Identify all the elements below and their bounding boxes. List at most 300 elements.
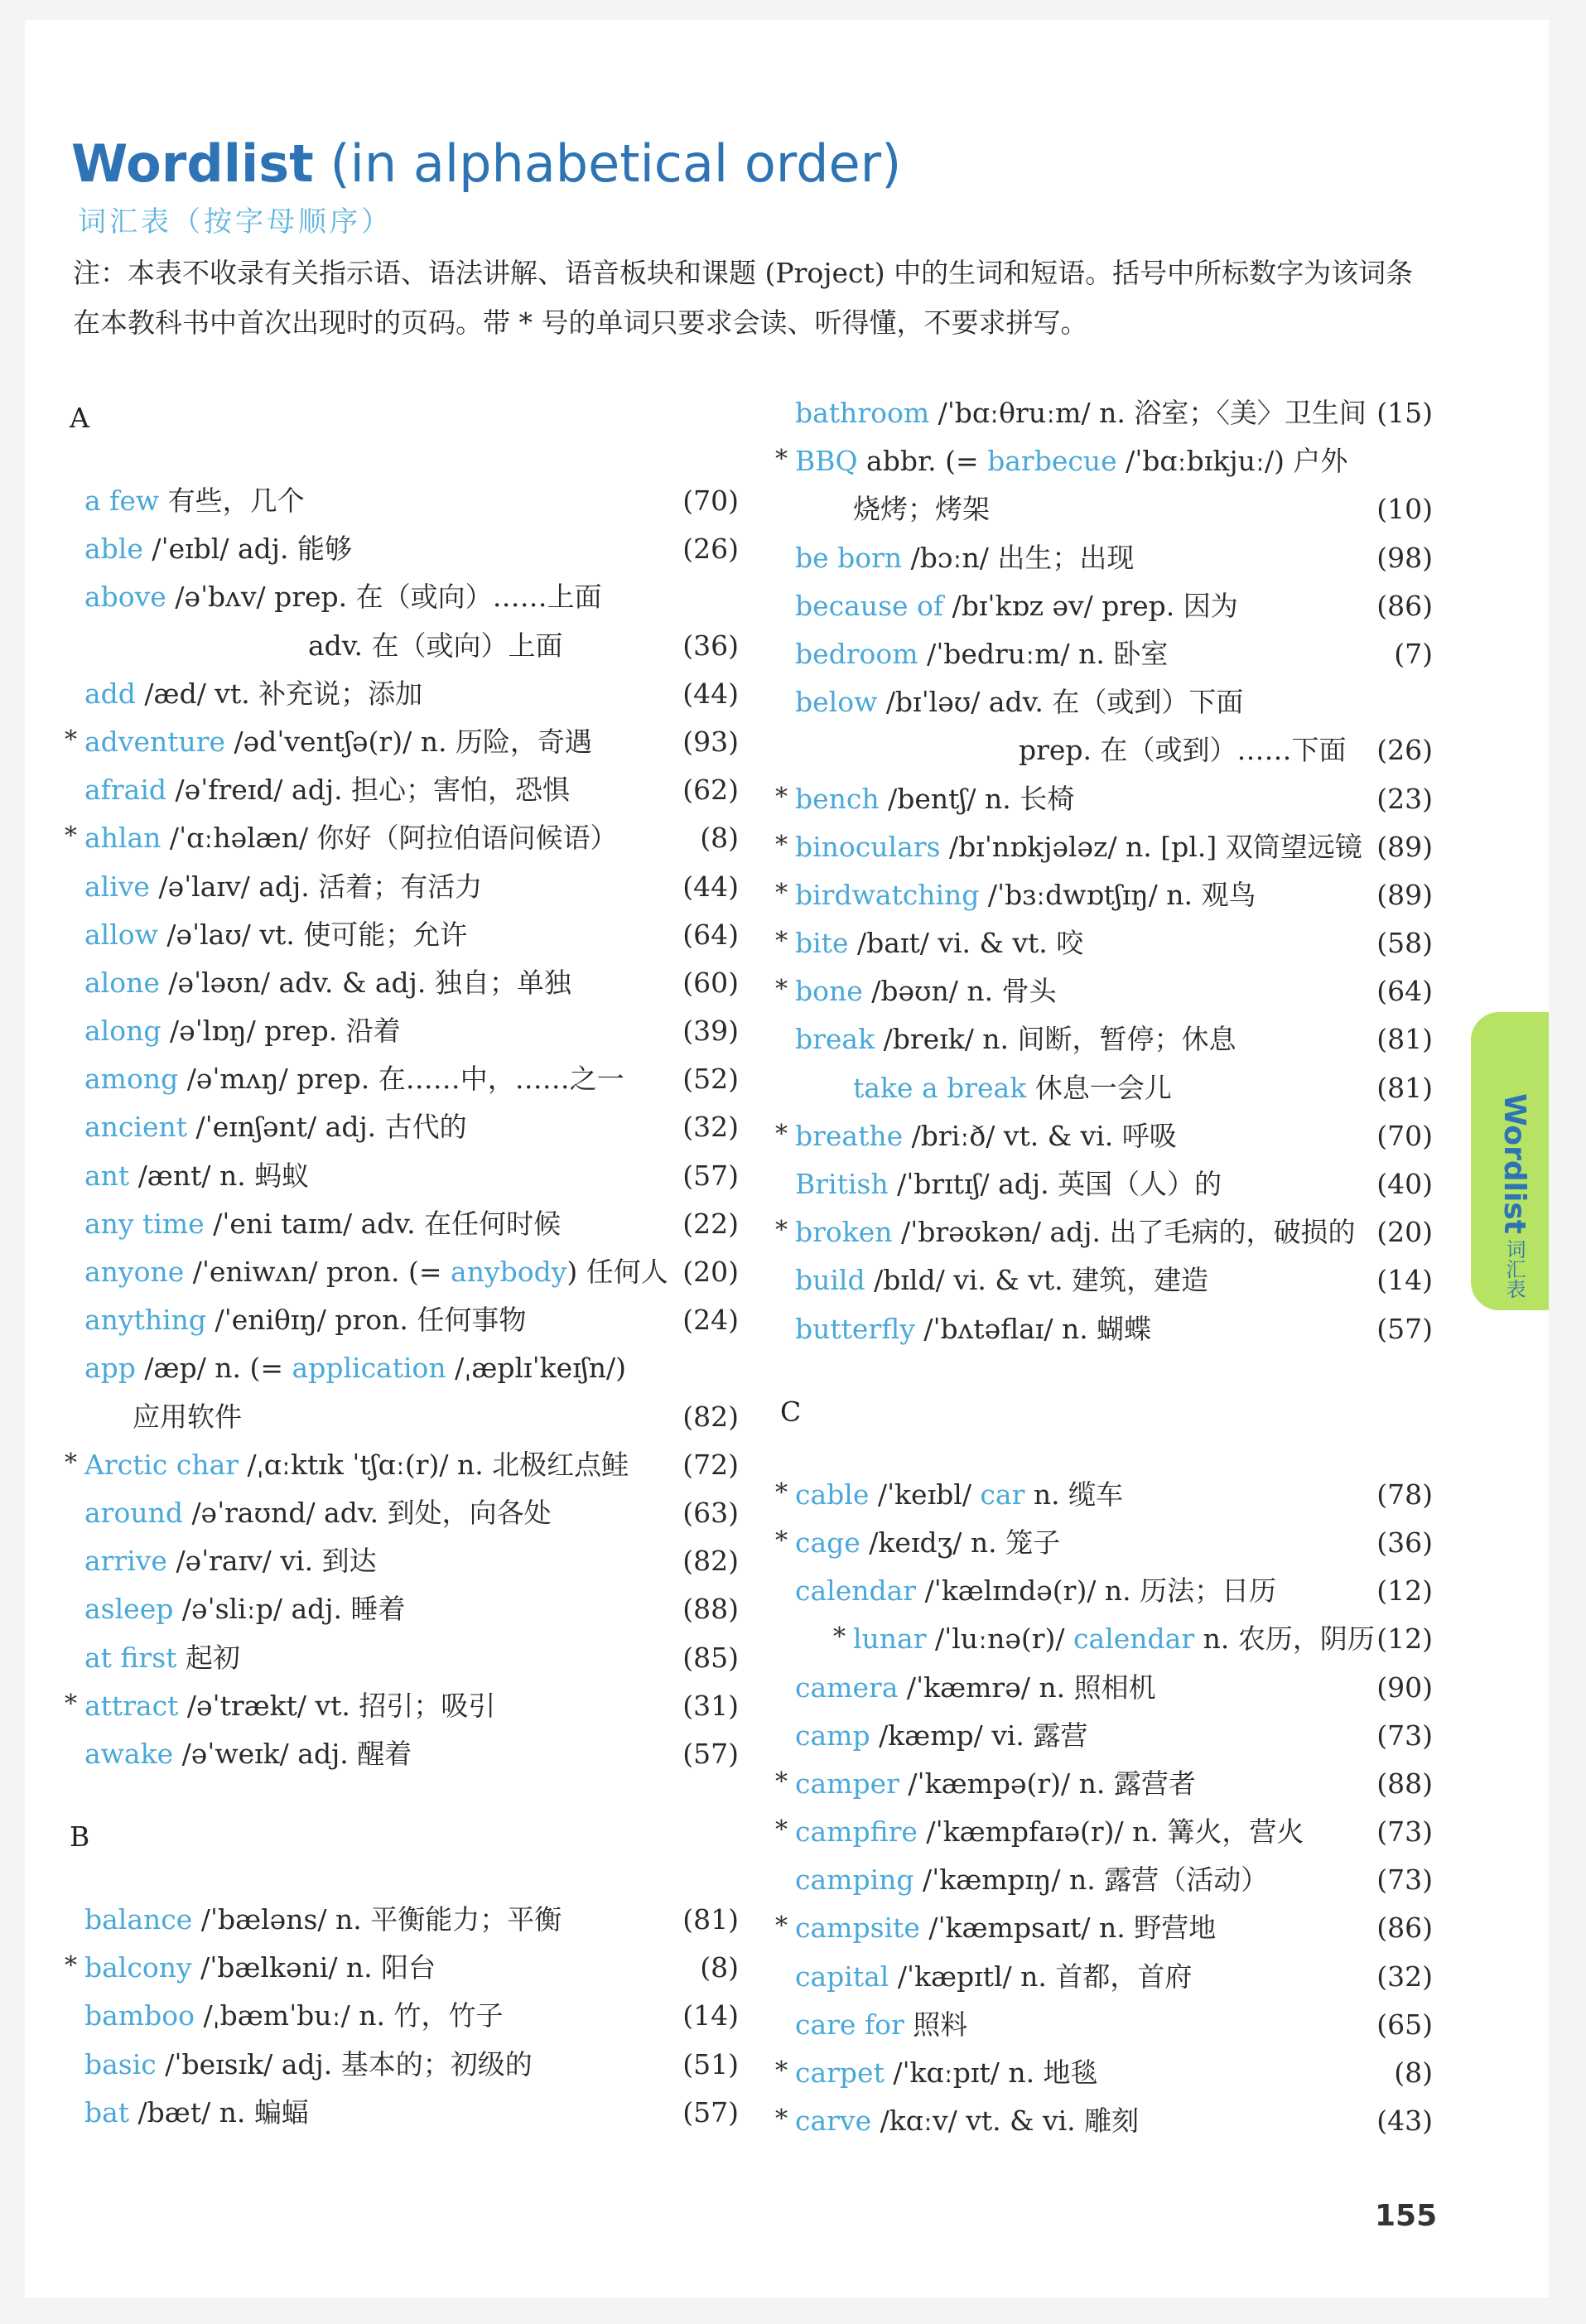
headword: alive — [84, 870, 150, 903]
entry-text — [853, 1064, 1172, 1112]
page-ref: (12) — [1376, 1622, 1433, 1656]
wordlist-entry — [770, 775, 1433, 823]
star-mark: * — [775, 927, 788, 957]
entry-text — [84, 2041, 533, 2089]
entry-text — [795, 1208, 1356, 1256]
headword: campfire — [795, 1815, 918, 1849]
definition: /əˈweɪk/ adj. 醒着 — [173, 1737, 412, 1770]
headword: below — [795, 686, 878, 719]
star-mark: * — [65, 1689, 77, 1719]
entry-text — [795, 919, 1083, 967]
entry-text — [84, 1585, 405, 1633]
page-ref: (64) — [1376, 975, 1433, 1008]
headword: birdwatching — [795, 878, 980, 911]
definition: /bɔːn/ 出生；出现 — [902, 541, 1135, 574]
wordlist-entry — [770, 1567, 1433, 1615]
entry-text — [795, 823, 1362, 871]
page-ref: (82) — [682, 1400, 739, 1433]
entry-text — [795, 1567, 1276, 1615]
definition: /ˈbʌtəflaɪ/ n. 蝴蝶 — [914, 1312, 1152, 1345]
page-ref: (22) — [682, 1207, 739, 1240]
star-mark: * — [775, 1767, 788, 1796]
wordlist-entry — [770, 919, 1433, 967]
side-tab-label-cn: 词汇表 — [1502, 1239, 1526, 1299]
wordlist-entry — [770, 437, 1433, 485]
headword: carpet — [795, 2056, 885, 2089]
headword: break — [795, 1023, 875, 1056]
entry-text — [795, 437, 1347, 485]
definition: /əˈləʊn/ adv. & adj. 独自；单独 — [159, 966, 571, 999]
definition: /ˈkæmpfaɪə(r)/ n. 篝火，营火 — [917, 1815, 1304, 1849]
star-mark: * — [775, 1526, 788, 1555]
page-ref: (70) — [1376, 1119, 1433, 1152]
headword: bone — [795, 975, 863, 1008]
star-mark: * — [833, 1622, 846, 1652]
wordlist-entry — [60, 1103, 739, 1151]
definition: /kæmp/ vi. 露营 — [870, 1719, 1088, 1752]
star-mark: * — [775, 2105, 788, 2134]
headword: along — [84, 1015, 161, 1048]
wordlist-entry — [60, 622, 739, 670]
wordlist-entry — [770, 1256, 1433, 1304]
star-mark: * — [775, 1216, 788, 1246]
definition: /ˈbɜːdwɒtʃɪŋ/ n. 观鸟 — [979, 878, 1256, 911]
definition: 休息一会儿 — [1026, 1071, 1172, 1104]
definition: /ˈeniwʌn/ pron. (= — [184, 1256, 451, 1288]
headword: camp — [795, 1719, 870, 1752]
entry-text — [84, 1007, 401, 1055]
page-ref: (7) — [1394, 637, 1433, 670]
headword: British — [795, 1168, 889, 1200]
headword: arrive — [84, 1545, 167, 1578]
page-ref: (89) — [1376, 830, 1433, 863]
page-ref: (57) — [682, 2095, 739, 2129]
entry-text — [84, 718, 592, 766]
page-subtitle: 词汇表（按字母顺序） — [78, 205, 393, 239]
definition: /əˈsliːp/ adj. 睡着 — [173, 1593, 406, 1626]
page-ref: (98) — [1376, 541, 1433, 574]
wordlist-entry — [60, 863, 739, 911]
entry-text — [84, 1896, 562, 1944]
entry-text — [84, 1944, 436, 1992]
headword: carve — [795, 2105, 872, 2138]
wordlist-entry — [770, 1760, 1433, 1808]
entry-text — [795, 1808, 1304, 1856]
headword: basic — [84, 2047, 157, 2081]
wordlist-entry — [770, 2049, 1433, 2097]
wordlist-entry — [60, 1992, 739, 2040]
entry-text — [84, 863, 482, 911]
wordlist-entry — [770, 1615, 1433, 1663]
entry-text — [795, 1256, 1208, 1304]
page-ref: (24) — [682, 1304, 739, 1337]
star-mark: * — [775, 445, 788, 475]
page-ref: (58) — [1376, 927, 1433, 960]
definition: 照料 — [904, 2008, 968, 2041]
definition: /ˈbɑːθruːm/ n. 浴室；〈美〉卫生间 — [929, 397, 1367, 429]
definition: /ˈbedruːm/ n. 卧室 — [918, 637, 1169, 670]
page-ref: (20) — [1376, 1216, 1433, 1249]
headword: around — [84, 1496, 183, 1529]
wordlist-entry — [60, 477, 739, 525]
headword: afraid — [84, 774, 167, 807]
section-letter: C — [780, 1395, 802, 1428]
definition: /æp/ n. (= — [135, 1352, 292, 1385]
entry-text — [795, 1953, 1192, 2001]
definition: 起初 — [176, 1641, 240, 1674]
headword-variant: car — [980, 1478, 1025, 1511]
headword: butterfly — [795, 1312, 915, 1345]
entry-text — [84, 2089, 309, 2137]
page-ref: (12) — [1376, 1574, 1433, 1608]
headword: bathroom — [795, 397, 930, 429]
headword: campsite — [795, 1912, 920, 1945]
definition: /ˈeniθɪŋ/ pron. 任何事物 — [206, 1304, 527, 1337]
wordlist-entry — [60, 1634, 739, 1682]
headword: cage — [795, 1526, 860, 1559]
definition: /bɪˈləʊ/ adv. 在（或到）下面 — [877, 686, 1244, 719]
headword: lunar — [853, 1622, 927, 1656]
wordlist-entry — [770, 1856, 1433, 1904]
headword: balance — [84, 1903, 193, 1936]
definition: /əˈbʌv/ prep. 在（或向）……上面 — [166, 581, 602, 614]
definition: /bɪld/ vi. & vt. 建筑，建造 — [865, 1264, 1209, 1297]
definition: /ˌɑːktɪk ˈtʃɑː(r)/ n. 北极红点鲑 — [239, 1448, 629, 1481]
page-ref: (32) — [682, 1111, 739, 1144]
entry-text — [1019, 726, 1347, 774]
wordlist-entry — [770, 1712, 1433, 1760]
headword-variant: barbecue — [987, 445, 1117, 478]
page-ref: (10) — [1376, 493, 1433, 526]
wordlist-entry — [60, 1393, 739, 1441]
page-ref: (43) — [1376, 2105, 1433, 2138]
wordlist-entry — [770, 389, 1433, 437]
headword: attract — [84, 1689, 179, 1722]
entry-text — [795, 2049, 1098, 2097]
headword: breathe — [795, 1119, 904, 1152]
wordlist-entry — [770, 2001, 1433, 2049]
entry-text — [84, 814, 618, 862]
wordlist-entry — [60, 1730, 739, 1778]
entry-text — [853, 485, 990, 533]
wordlist-entry — [60, 525, 739, 573]
entry-text — [795, 389, 1367, 437]
entry-text — [84, 1682, 495, 1730]
wordlist-entry — [60, 959, 739, 1007]
headword-variant: application — [292, 1352, 446, 1385]
star-mark: * — [775, 830, 788, 860]
headword: binoculars — [795, 830, 941, 863]
headword: above — [84, 581, 166, 614]
definition: /bæt/ n. 蝙蝠 — [129, 2095, 309, 2129]
wordlist-entry — [60, 1896, 739, 1944]
wordlist-entry — [60, 1152, 739, 1200]
wordlist-entry — [60, 718, 739, 766]
wordlist-entry — [770, 1808, 1433, 1856]
section-gap — [770, 1353, 1433, 1383]
page-ref: (65) — [1376, 2008, 1433, 2041]
headword: broken — [795, 1216, 893, 1249]
wordlist-entry — [60, 1007, 739, 1055]
wordlist-entry — [60, 1200, 739, 1248]
headword: ancient — [84, 1111, 188, 1144]
wordlist-entry — [770, 1953, 1433, 2001]
wordlist-entry — [770, 534, 1433, 582]
definition: /baɪt/ vi. & vt. 咬 — [848, 927, 1084, 960]
page-ref: (57) — [682, 1159, 739, 1192]
entry-text — [84, 1103, 467, 1151]
headword: ant — [84, 1159, 130, 1192]
definition: /ˈluːnə(r)/ — [926, 1622, 1074, 1656]
headword: ahlan — [84, 822, 161, 855]
headword: anything — [84, 1304, 207, 1337]
definition: /kɑːv/ vt. & vi. 雕刻 — [871, 2105, 1140, 2138]
page-ref: (82) — [682, 1545, 739, 1578]
section-gap — [770, 1441, 1433, 1471]
wordlist-entry — [770, 630, 1433, 678]
page-ref: (31) — [682, 1689, 739, 1722]
definition: /ˈbæləns/ n. 平衡能力；平衡 — [192, 1903, 562, 1936]
definition: /əˈlaʊ/ vt. 使可能；允许 — [157, 918, 468, 951]
headword: camping — [795, 1864, 914, 1897]
definition: /bɪˈkɒz əv/ prep. 因为 — [943, 589, 1238, 622]
headword: be born — [795, 541, 903, 574]
entry-text — [84, 1537, 377, 1585]
definition: /ˈɑːhəlæn/ 你好（阿拉伯语问候语） — [161, 822, 618, 855]
page-ref: (39) — [682, 1015, 739, 1048]
headword: balcony — [84, 1951, 192, 1984]
star-mark: * — [775, 2056, 788, 2085]
wordlist-entry — [60, 1055, 739, 1103]
entry-text — [795, 678, 1243, 726]
headword: anyone — [84, 1256, 185, 1288]
star-mark: * — [775, 1478, 788, 1507]
headword: app — [84, 1352, 136, 1385]
page-ref: (62) — [682, 774, 739, 807]
entry-text — [795, 1904, 1216, 1952]
title-sub: (in alphabetical order) — [313, 133, 902, 194]
wordlist-entry — [60, 1537, 739, 1585]
entry-text — [308, 622, 563, 670]
page-ref: (73) — [1376, 1864, 1433, 1897]
definition: /ˈeɪnʃənt/ adj. 古代的 — [187, 1111, 467, 1144]
page-ref: (72) — [682, 1448, 739, 1481]
definition: /əˈlaɪv/ adj. 活着；有活力 — [149, 870, 483, 903]
definition: 有些，几个 — [159, 485, 305, 517]
section-gap — [60, 1866, 739, 1896]
definition: /əˈfreɪd/ adj. 担心；害怕，恐惧 — [166, 774, 571, 807]
entry-text — [84, 1296, 526, 1344]
wordlist-entry — [60, 1682, 739, 1730]
definition-cont: /ˈbɑːbɪkjuː/) 户外 — [1116, 445, 1348, 478]
headword: at first — [84, 1641, 177, 1674]
definition: /əˈlɒŋ/ prep. 沿着 — [161, 1015, 401, 1048]
definition: 烧烤；烤架 — [853, 493, 990, 526]
entry-text — [84, 1489, 552, 1537]
wordlist-entry — [60, 766, 739, 814]
wordlist-entry — [770, 1519, 1433, 1567]
right-column — [770, 389, 1433, 2145]
definition: /bɪˈnɒkjələz/ n. [pl.] 双筒望远镜 — [940, 830, 1362, 863]
page-ref: (57) — [1376, 1312, 1433, 1345]
page-ref: (73) — [1376, 1719, 1433, 1752]
entry-text — [84, 1441, 629, 1489]
definition: adv. 在（或向）上面 — [308, 629, 563, 662]
definition: 应用软件 — [133, 1400, 242, 1433]
headword: build — [795, 1264, 865, 1297]
entry-text — [795, 1112, 1177, 1160]
star-mark: * — [775, 878, 788, 908]
headword: any time — [84, 1207, 205, 1240]
entry-text — [84, 573, 602, 621]
definition: /breɪk/ n. 间断，暂停；休息 — [875, 1023, 1237, 1056]
page-ref: (85) — [682, 1641, 739, 1674]
definition: /ˌbæmˈbuː/ n. 竹，竹子 — [194, 1999, 504, 2032]
page-ref: (44) — [682, 677, 739, 710]
definition: /ˈkɑːpɪt/ n. 地毯 — [884, 2056, 1098, 2089]
entry-text — [84, 525, 352, 573]
page-ref: (40) — [1376, 1168, 1433, 1200]
star-mark: * — [65, 725, 77, 755]
entry-text — [795, 630, 1168, 678]
page-ref: (26) — [1376, 734, 1433, 767]
headword: bat — [84, 2095, 130, 2129]
entry-text — [795, 967, 1057, 1015]
definition: /bentʃ/ n. 长椅 — [879, 782, 1075, 815]
wordlist-entry — [60, 1248, 739, 1296]
page-ref: (57) — [682, 1737, 739, 1770]
headword: care for — [795, 2008, 904, 2041]
page-ref: (14) — [1376, 1264, 1433, 1297]
page-ref: (23) — [1376, 782, 1433, 815]
headword: BBQ — [795, 445, 858, 478]
star-mark: * — [775, 975, 788, 1005]
page-number: 155 — [1375, 2199, 1438, 2233]
wordlist-entry — [60, 814, 739, 862]
headword: among — [84, 1063, 179, 1096]
page-ref: (14) — [682, 1999, 739, 2032]
page-ref: (60) — [682, 966, 739, 999]
star-mark: * — [775, 1119, 788, 1149]
wordlist-entry — [770, 823, 1433, 871]
entry-text — [795, 582, 1238, 630]
wordlist-entry — [60, 573, 739, 621]
headword: Arctic char — [84, 1448, 239, 1481]
headword: camera — [795, 1671, 899, 1704]
page-ref: (89) — [1376, 878, 1433, 911]
entry-text — [795, 1519, 1060, 1567]
entry-text — [84, 1992, 503, 2040]
wordlist-entry — [60, 2041, 739, 2089]
page-ref: (73) — [1376, 1815, 1433, 1849]
headword: bamboo — [84, 1999, 195, 2032]
wordlist-entry — [60, 911, 739, 959]
side-tab-label-en: Wordlist — [1497, 1093, 1531, 1234]
definition: /əˈtrækt/ vt. 招引；吸引 — [178, 1689, 496, 1722]
page-ref: (70) — [682, 485, 739, 517]
page-ref: (86) — [1376, 589, 1433, 622]
page-ref: (44) — [682, 870, 739, 903]
headword: calendar — [795, 1574, 917, 1608]
entry-text — [795, 775, 1074, 823]
headword: adventure — [84, 725, 226, 758]
entry-text — [795, 1760, 1196, 1808]
entry-text — [795, 1015, 1237, 1063]
definition: abbr. (= — [857, 445, 988, 478]
wordlist-entry — [770, 1112, 1433, 1160]
wordlist-entry — [770, 2097, 1433, 2145]
headword-variant: calendar — [1073, 1622, 1195, 1656]
entry-text — [84, 1730, 412, 1778]
headword: allow — [84, 918, 158, 951]
definition: /əˈmʌŋ/ prep. 在……中，……之一 — [178, 1063, 624, 1096]
left-column — [60, 389, 739, 2137]
page-ref: (64) — [682, 918, 739, 951]
wordlist-entry — [770, 1160, 1433, 1208]
entry-text — [795, 1664, 1156, 1712]
page-ref: (8) — [700, 822, 739, 855]
header-note: 注：本表不收录有关指示语、语法讲解、语音板块和课题 (Project) 中的生词和短语。括号中所标数字为该词条在本教科书中首次出现时的页码。带 * 号的单词只要求会读、听得懂，不要求拼写。 — [73, 257, 1414, 339]
definition: /əˈraɪv/ vi. 到达 — [166, 1545, 377, 1578]
page-ref: (63) — [682, 1496, 739, 1529]
definition: /bəʊn/ n. 骨头 — [862, 975, 1057, 1008]
headword: bedroom — [795, 637, 918, 670]
wordlist-entry — [60, 1944, 739, 1992]
wordlist-entry — [60, 1344, 739, 1392]
side-tab-label — [1497, 1093, 1531, 1299]
wordlist-entry — [770, 967, 1433, 1015]
entry-text — [795, 871, 1256, 919]
headword: asleep — [84, 1593, 174, 1626]
section-gap — [60, 447, 739, 477]
headword-variant: anybody — [451, 1256, 567, 1288]
headword: capital — [795, 1960, 889, 1993]
definition: /ˈkeɪbl/ — [869, 1478, 981, 1511]
page-ref: (81) — [682, 1903, 739, 1936]
page-ref: (36) — [1376, 1526, 1433, 1559]
definition: /ˈbrəʊkən/ adj. 出了毛病的，破损的 — [892, 1216, 1356, 1249]
definition: /ænt/ n. 蚂蚁 — [129, 1159, 310, 1192]
headword: a few — [84, 485, 160, 517]
wordlist-entry — [770, 1664, 1433, 1712]
headword: able — [84, 533, 143, 566]
definition: /ˈkælɪndə(r)/ n. 历法；日历 — [916, 1574, 1277, 1608]
star-mark: * — [775, 782, 788, 812]
definition-cont: ) 任何人 — [566, 1256, 668, 1288]
page-ref: (8) — [700, 1951, 739, 1984]
page-ref: (26) — [682, 533, 739, 566]
page-ref: (78) — [1376, 1478, 1433, 1511]
entry-text — [795, 534, 1134, 582]
headword: add — [84, 677, 136, 710]
wordlist-entry — [770, 678, 1433, 726]
star-mark: * — [65, 1951, 77, 1981]
star-mark: * — [775, 1912, 788, 1941]
page-ref: (52) — [682, 1063, 739, 1096]
definition: /əˈraʊnd/ adv. 到处，向各处 — [182, 1496, 552, 1529]
definition: prep. 在（或到）……下面 — [1019, 734, 1347, 767]
definition: /ˈkæmpə(r)/ n. 露营者 — [899, 1767, 1196, 1800]
definition: /ˈeɪbl/ adj. 能够 — [142, 533, 352, 566]
entry-text — [84, 1248, 668, 1296]
entry-text — [84, 911, 467, 959]
page-ref: (15) — [1376, 397, 1433, 429]
definition-cont: n. 农历，阴历 — [1194, 1622, 1375, 1656]
page-ref: (51) — [682, 2047, 739, 2081]
headword: cable — [795, 1478, 870, 1511]
page-ref: (20) — [682, 1256, 739, 1288]
entry-text — [795, 2001, 967, 2049]
